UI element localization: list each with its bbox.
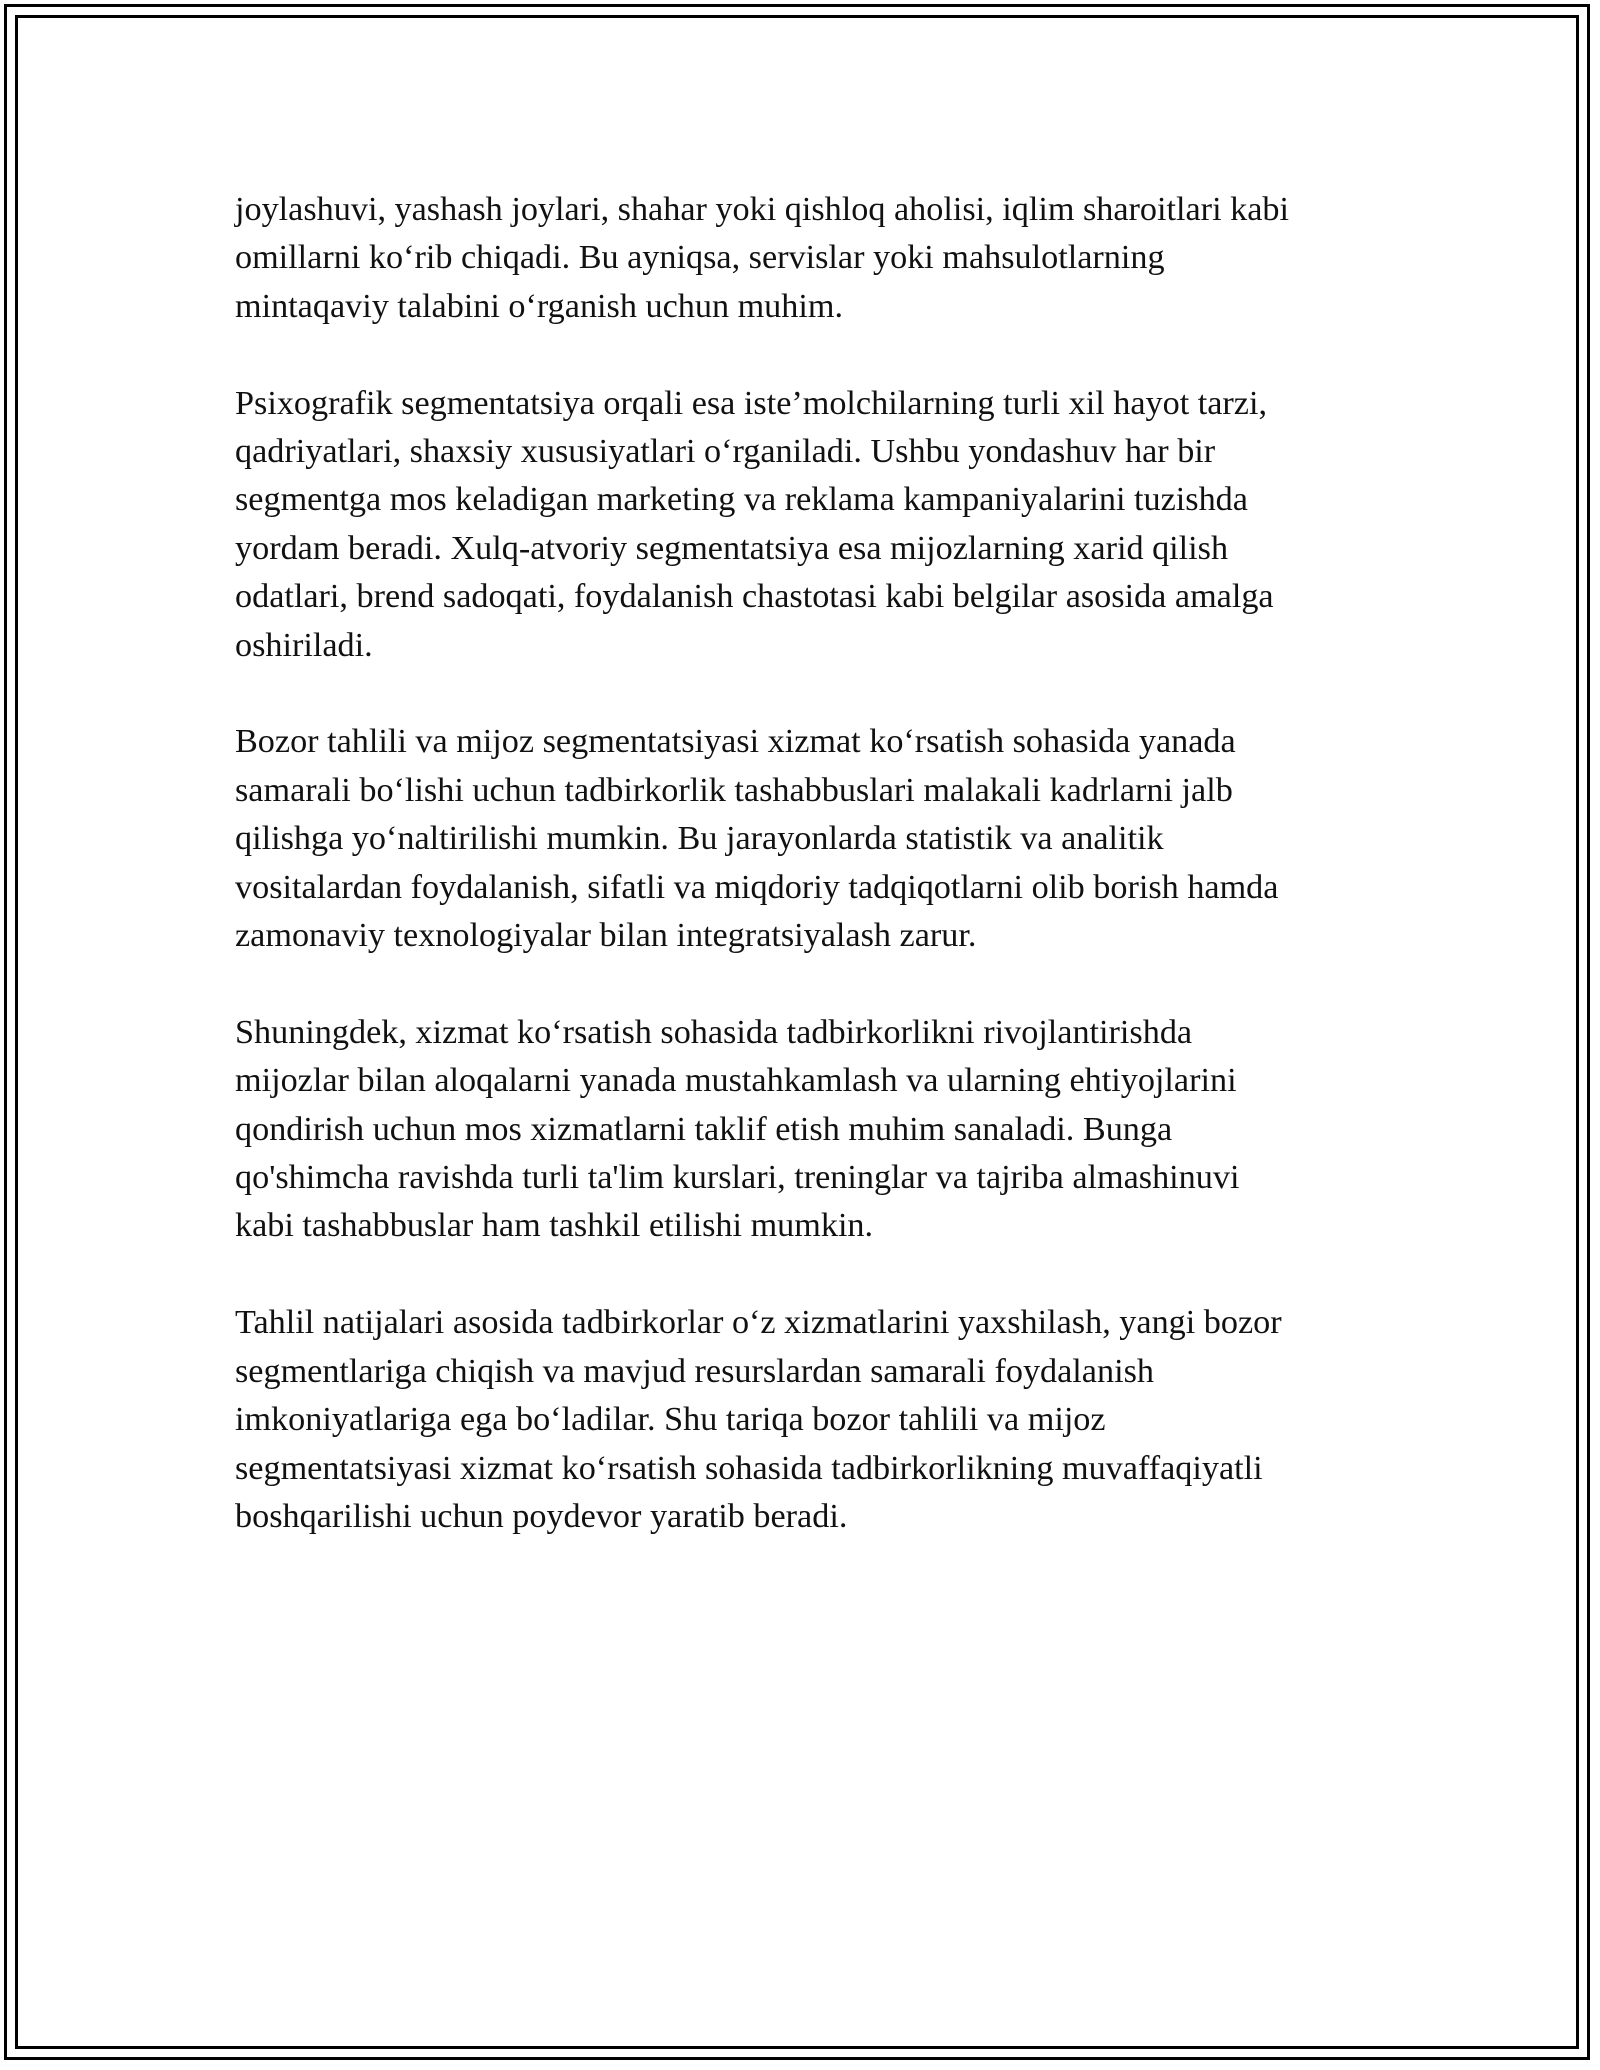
text-line: samarali bo‘lishi uchun tadbirkorlik tashabbuslari malakali kadrlarni jalb: [235, 771, 1233, 809]
paragraph-psychographic-segmentation: [235, 380, 1375, 670]
text-line: joylashuvi, yashash joylari, shahar yoki qishloq aholisi, iqlim sharoitlari kabi: [235, 191, 1289, 228]
text-line: oshiriladi.: [235, 626, 373, 664]
text-line: odatlari, brend sadoqati, foydalanish chastotasi kabi belgilar asosida amalga: [235, 578, 1274, 616]
text-line: mijozlar bilan aloqalarni yanada mustahkamlash va ularning ehtiyojlarini: [235, 1062, 1237, 1100]
text-line: Psixografik segmentatsiya orqali esa iste’molchilarning turli xil hayot tarzi,: [235, 384, 1268, 422]
text-line: zamonaviy texnologiyalar bilan integratsiyalash zarur.: [235, 917, 977, 955]
text-line: qo'shimcha ravishda turli ta'lim kurslari, treninglar va tajriba almashinuvi: [235, 1159, 1240, 1197]
text-line: imkoniyatlariga ega bo‘ladilar. Shu tariqa bozor tahlili va mijoz: [235, 1401, 1106, 1439]
text-line: segmentga mos keladigan marketing va reklama kampaniyalarini tuzishda: [235, 481, 1248, 519]
text-line: boshqarilishi uchun poydevor yaratib beradi.: [235, 1497, 848, 1535]
paragraph-geographic-segmentation: [235, 186, 1375, 331]
text-line: qilishga yo‘naltirilishi mumkin. Bu jarayonlarda statistik va analitik: [235, 820, 1164, 858]
text-line: segmentatsiyasi xizmat ko‘rsatish sohasida tadbirkorlikning muvaffaqiyatli: [235, 1449, 1263, 1487]
document-body: [235, 186, 1375, 1590]
text-line: Shuningdek, xizmat ko‘rsatish sohasida tadbirkorlikni rivojlantirishda: [235, 1013, 1193, 1051]
text-line: kabi tashabbuslar ham tashkil etilishi mumkin.: [235, 1207, 874, 1245]
text-line: qadriyatlari, shaxsiy xususiyatlari o‘rganiladi. Ushbu yondashuv har bir: [235, 433, 1216, 471]
text-line: Bozor tahlili va mijoz segmentatsiyasi xizmat ko‘rsatish sohasida yanada: [235, 723, 1236, 761]
text-line: yordam beradi. Xulq-atvoriy segmentatsiya esa mijozlarning xarid qilish: [235, 529, 1229, 567]
paragraph-customer-relations: [235, 1009, 1375, 1251]
paragraph-conclusion: [235, 1299, 1375, 1541]
text-line: segmentlariga chiqish va mavjud resurslardan samarali foydalanish: [235, 1352, 1154, 1390]
text-line: vositalardan foydalanish, sifatli va miqdoriy tadqiqotlarni olib borish hamda: [235, 868, 1279, 906]
text-line: omillarni ko‘rib chiqadi. Bu ayniqsa, servislar yoki mahsulotlarning: [235, 239, 1165, 277]
text-line: mintaqaviy talabini o‘rganish uchun muhim.: [235, 287, 843, 325]
paragraph-market-analysis: [235, 718, 1375, 960]
text-line: qondirish uchun mos xizmatlarni taklif etish muhim sanaladi. Bunga: [235, 1110, 1173, 1148]
text-line: Tahlil natijalari asosida tadbirkorlar o‘z xizmatlarini yaxshilash, yangi bozor: [235, 1304, 1282, 1342]
